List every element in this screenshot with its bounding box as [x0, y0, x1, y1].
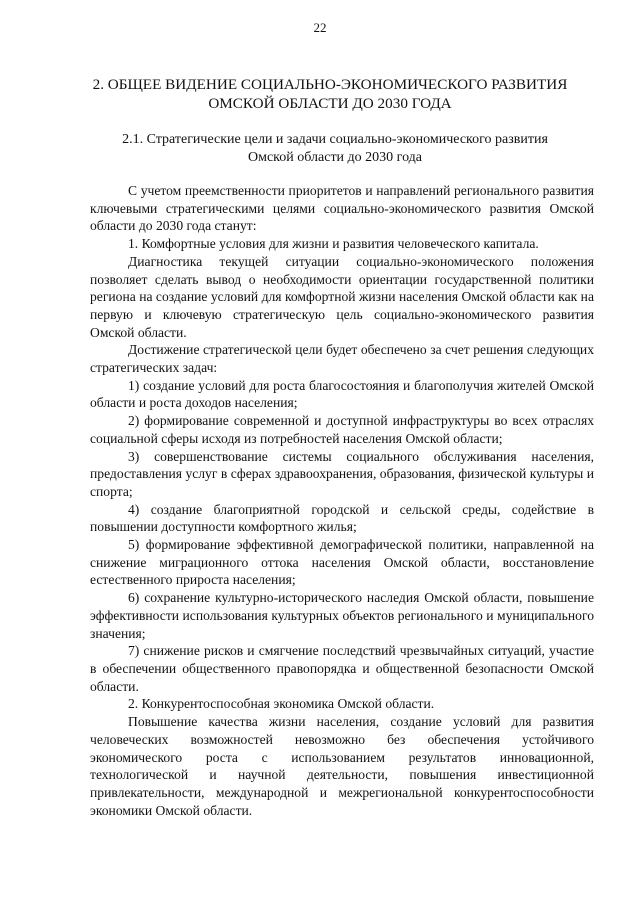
body-text	[90, 182, 594, 819]
list-item-task-2: 2) формирование современной и доступной инфраструктуры во всех отраслях социальной сферы исходя из потребностей населения Омской области;	[90, 413, 594, 446]
paragraph-intro: С учетом преемственности приоритетов и направлений регионального развития ключевыми стратегическими целями социально-экономического развития Омской области до 2030 года станут:	[90, 183, 594, 234]
paragraph-tasks-intro: Достижение стратегической цели будет обеспечено за счет решения следующих стратегических задач:	[90, 342, 594, 376]
paragraph-diagnostics: Диагностика текущей ситуации социально-экономического положения позволяет сделать вывод о необходимости ориентации государственной политики региона на создание условий для комфортной жизни населения Омской области как на первую и ключевую стратегическую цель социально-экономического развития Омской области.	[90, 253, 594, 340]
paragraph-goal-2: 2. Конкурентоспособная экономика Омской области.	[128, 696, 435, 712]
paragraph-goal-1: 1. Комфортные условия для жизни и развития человеческого капитала.	[128, 236, 539, 252]
list-item-task-7: 7) снижение рисков и смягчение последствий чрезвычайных ситуаций, участие в обеспечении общественного правопорядка и общественной безопасности Омской области.	[90, 643, 594, 694]
list-item-task-1: 1) создание условий для роста благосостояния и благополучия жителей Омской области и роста доходов населения;	[90, 377, 594, 411]
subsection-heading: 2.1. Стратегические цели и задачи социально-экономического развития Омской области до 2030 года	[122, 132, 548, 165]
page-number: 22	[313, 20, 327, 35]
list-item-task-5: 5) формирование эффективной демографической политики, направленной на снижение миграционного оттока населения Омской области, восстановление естественного прироста населения;	[90, 537, 594, 588]
list-item-task-4: 4) создание благоприятной городской и сельской среды, содействие в повышении доступности комфортного жилья;	[90, 501, 594, 535]
list-item-task-6: 6) сохранение культурно-исторического наследия Омской области, повышение эффективности использования культурных объектов регионального и муниципального значения;	[90, 590, 594, 641]
list-item-task-3: 3) совершенствование системы социального обслуживания населения, предоставления услуг в сферах здравоохранения, образования, физической культуры и спорта;	[90, 448, 594, 499]
paragraph-economy: Повышение качества жизни населения, создание условий для развития человеческих возможностей невозможно без обеспечения устойчивого экономического роста с использованием результатов инновационной, технологической и научной деятельности, повышения инвестиционной привлекательности, международной и межрегиональной конкурентоспособности экономики Омской области.	[90, 714, 594, 818]
section-heading: 2. ОБЩЕЕ ВИДЕНИЕ СОЦИАЛЬНО-ЭКОНОМИЧЕСКОГО РАЗВИТИЯ ОМСКОЙ ОБЛАСТИ ДО 2030 ГОДА	[92, 76, 568, 112]
